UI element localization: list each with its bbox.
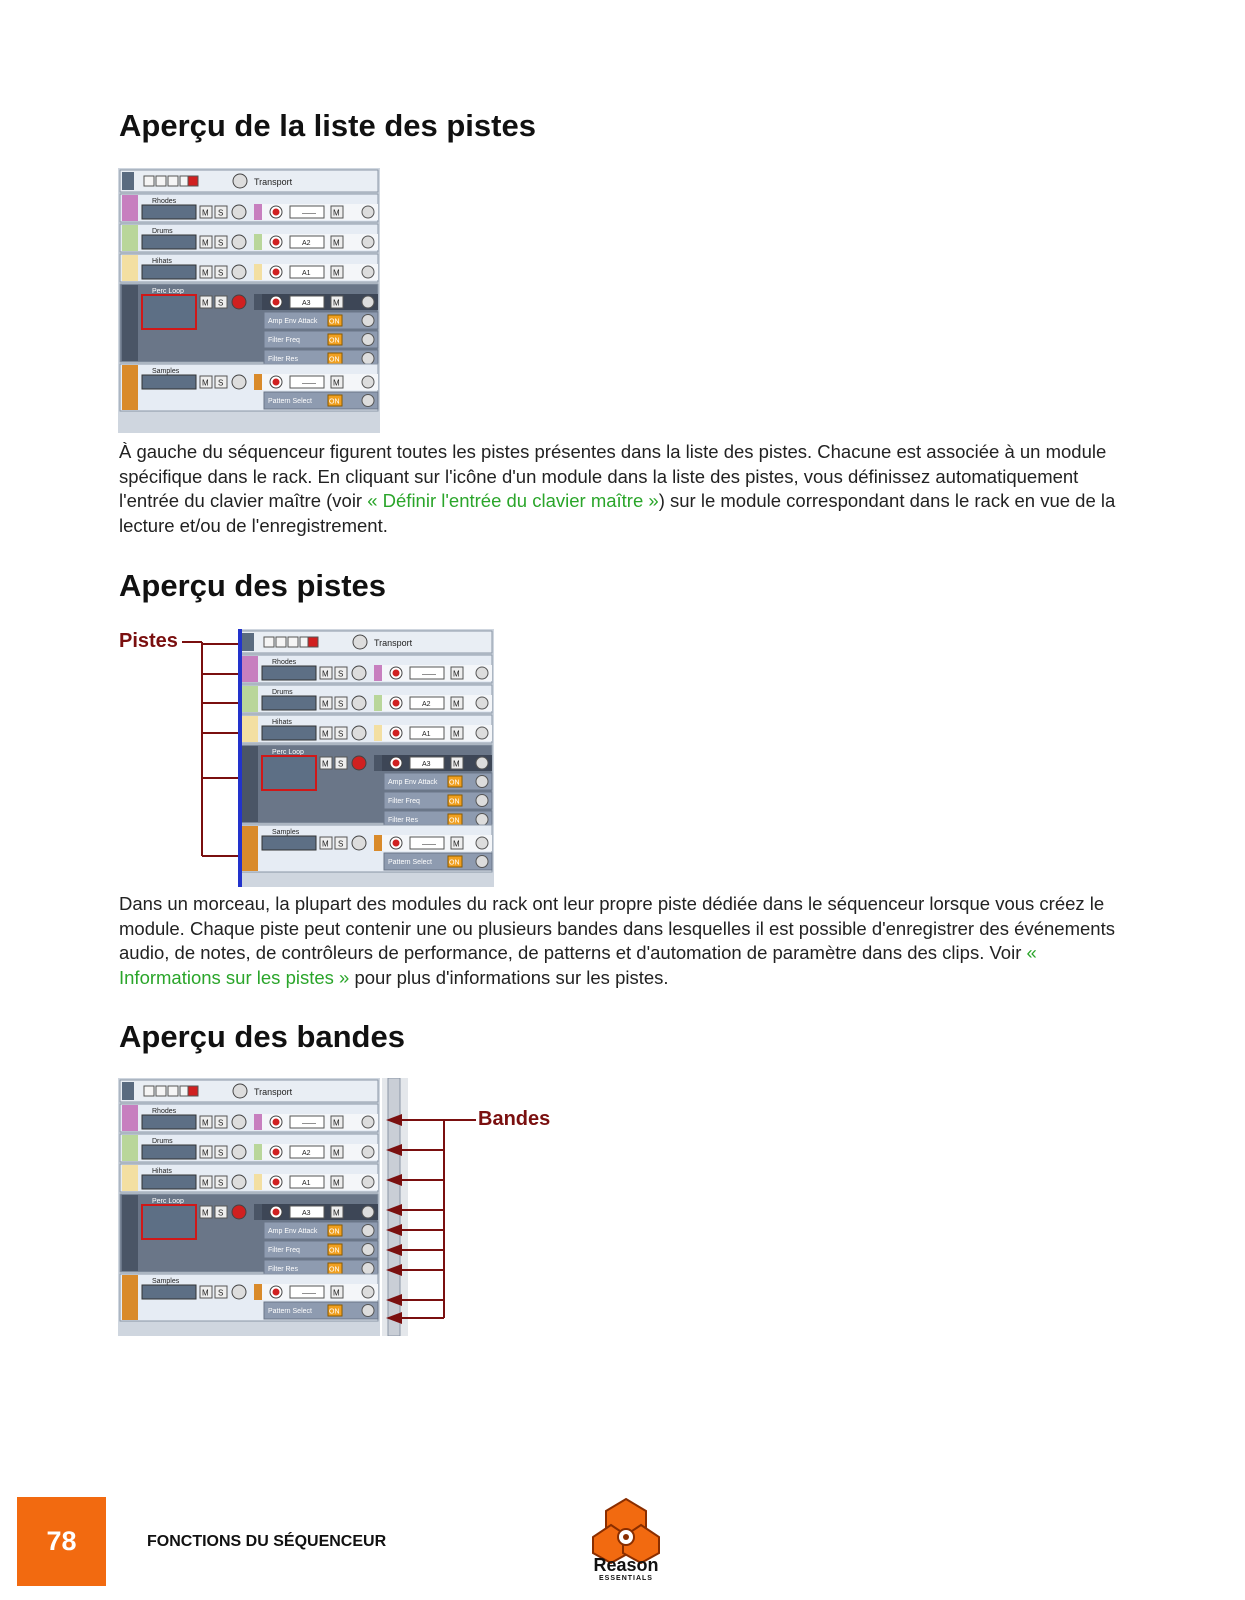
svg-text:ON: ON	[449, 779, 460, 787]
track-hihats[interactable]	[120, 1164, 378, 1192]
svg-text:——: ——	[302, 1120, 316, 1127]
track-name: Samples	[152, 368, 180, 375]
svg-text:M: M	[333, 268, 340, 278]
device-icon[interactable]	[262, 696, 316, 710]
tracks-screenshot	[238, 629, 496, 887]
device-icon[interactable]	[262, 836, 316, 850]
arrow-icon	[386, 1294, 402, 1306]
fold-triangle-icon[interactable]	[122, 172, 134, 190]
svg-text:M: M	[202, 1118, 209, 1128]
svg-text:M: M	[322, 729, 329, 739]
delete-icon[interactable]	[362, 1116, 374, 1128]
arrow-icon	[386, 1204, 402, 1216]
lane-name: Pattern Select	[268, 1308, 312, 1315]
lane-name: Filter Freq	[388, 798, 420, 805]
automation-icon[interactable]	[233, 1084, 247, 1098]
track-list-edge	[238, 629, 242, 887]
delete-icon[interactable]	[362, 353, 374, 365]
svg-text:M: M	[333, 208, 340, 218]
svg-text:A1: A1	[302, 1180, 311, 1187]
svg-text:S: S	[218, 1118, 224, 1128]
svg-text:M: M	[202, 298, 209, 308]
svg-text:S: S	[218, 378, 224, 388]
svg-text:S: S	[338, 729, 344, 739]
track-rhodes[interactable]	[120, 194, 378, 222]
delete-icon[interactable]	[362, 1146, 374, 1158]
delete-icon[interactable]	[362, 315, 374, 327]
svg-text:A3: A3	[302, 1210, 311, 1217]
transport-label: Transport	[254, 177, 293, 187]
svg-text:S: S	[218, 238, 224, 248]
svg-text:ON: ON	[449, 817, 460, 825]
track-samples[interactable]	[240, 825, 492, 872]
svg-text:ON: ON	[449, 859, 460, 867]
track-perc-loop[interactable]	[240, 745, 492, 828]
track-name: Perc Loop	[152, 288, 184, 295]
svg-text:A2: A2	[302, 240, 311, 247]
svg-text:M: M	[453, 759, 460, 769]
device-icon[interactable]	[142, 1175, 196, 1189]
track-samples[interactable]	[120, 1274, 378, 1321]
svg-text:M: M	[322, 839, 329, 849]
svg-text:M: M	[202, 238, 209, 248]
svg-text:ON: ON	[329, 398, 340, 406]
svg-text:——: ——	[302, 1290, 316, 1297]
svg-text:M: M	[453, 669, 460, 679]
track-name: Hihats	[152, 258, 172, 265]
svg-text:——: ——	[302, 210, 316, 217]
delete-icon[interactable]	[362, 236, 374, 248]
automation-icon[interactable]	[232, 265, 246, 279]
track-name: Samples	[272, 829, 300, 836]
track-rhodes[interactable]	[120, 1104, 378, 1132]
fold-triangle-icon[interactable]	[122, 1082, 134, 1100]
device-icon[interactable]	[142, 235, 196, 249]
arrow-icon	[386, 1244, 402, 1256]
paragraph-track-list: À gauche du séquenceur figurent toutes les pistes présentes dans la liste des pistes. Chacune est associée à un module spécifique dans le rack. En cliquant sur l'icône d'un module dans la liste des pistes, vous définissez automatiquement l'entrée du clavier maître (voir « Définir l'entrée du clavier maître ») sur le module correspondant dans le rack en vue de la lecture et/ou de l'enregistrement.	[119, 441, 1116, 536]
svg-text:M: M	[333, 1208, 340, 1218]
delete-icon[interactable]	[362, 1244, 374, 1256]
automation-icon[interactable]	[353, 635, 367, 649]
svg-text:ON: ON	[329, 1247, 340, 1255]
track-name: Drums	[152, 1138, 173, 1145]
callout-bandes: Bandes	[478, 1108, 551, 1130]
svg-text:ON: ON	[329, 318, 340, 326]
delete-icon[interactable]	[476, 795, 488, 807]
svg-text:S: S	[338, 699, 344, 709]
lane-name: Amp Env Attack	[388, 779, 438, 786]
lanes-screenshot	[118, 1078, 382, 1336]
automation-icon[interactable]	[352, 836, 366, 850]
track-name: Samples	[152, 1278, 180, 1285]
device-icon[interactable]	[142, 1145, 196, 1159]
delete-icon[interactable]	[362, 206, 374, 218]
track-name: Hihats	[272, 719, 292, 726]
delete-icon[interactable]	[362, 1286, 374, 1298]
svg-text:A3: A3	[422, 761, 431, 768]
svg-text:S: S	[338, 839, 344, 849]
svg-text:——: ——	[422, 671, 436, 678]
svg-text:M: M	[453, 839, 460, 849]
svg-text:M: M	[322, 669, 329, 679]
svg-text:A1: A1	[422, 731, 431, 738]
svg-text:M: M	[333, 238, 340, 248]
svg-text:M: M	[333, 1178, 340, 1188]
device-icon[interactable]	[262, 726, 316, 740]
automation-icon[interactable]	[232, 1175, 246, 1189]
lane-name: Pattern Select	[268, 398, 312, 405]
automation-icon[interactable]	[232, 1115, 246, 1129]
svg-text:M: M	[202, 208, 209, 218]
transport-row	[120, 170, 378, 192]
arrow-icon	[386, 1312, 402, 1324]
automation-icon[interactable]	[352, 696, 366, 710]
automation-icon[interactable]	[232, 295, 246, 309]
track-drums[interactable]	[120, 1134, 378, 1162]
bandes-arrows	[384, 1108, 476, 1328]
delete-icon[interactable]	[476, 697, 488, 709]
device-icon[interactable]	[142, 205, 196, 219]
svg-text:M: M	[322, 759, 329, 769]
track-name: Drums	[152, 228, 173, 235]
arrow-icon	[386, 1114, 402, 1126]
callout-pistes: Pistes	[119, 630, 178, 652]
arrow-icon	[386, 1174, 402, 1186]
svg-text:ON: ON	[329, 1308, 340, 1316]
delete-icon[interactable]	[362, 266, 374, 278]
delete-icon[interactable]	[362, 296, 374, 308]
delete-icon[interactable]	[476, 727, 488, 739]
svg-text:ON: ON	[449, 798, 460, 806]
logo-text: Reason	[593, 1555, 659, 1575]
track-name: Rhodes	[272, 659, 297, 666]
track-samples[interactable]	[120, 364, 378, 411]
transport-label: Transport	[374, 638, 413, 648]
svg-text:S: S	[218, 1208, 224, 1218]
svg-text:——: ——	[302, 380, 316, 387]
device-icon[interactable]	[262, 666, 316, 680]
device-icon[interactable]	[142, 265, 196, 279]
track-hihats[interactable]	[120, 254, 378, 282]
delete-icon[interactable]	[476, 837, 488, 849]
page-number: 78	[17, 1497, 106, 1586]
lane-name: Amp Env Attack	[268, 318, 318, 325]
delete-icon[interactable]	[476, 814, 488, 826]
svg-text:M: M	[333, 1288, 340, 1298]
svg-text:M: M	[453, 699, 460, 709]
track-name: Hihats	[152, 1168, 172, 1175]
automation-icon[interactable]	[233, 174, 247, 188]
transport-row	[120, 1080, 378, 1102]
automation-icon[interactable]	[352, 726, 366, 740]
device-icon[interactable]	[142, 1285, 196, 1299]
svg-text:M: M	[453, 729, 460, 739]
svg-text:S: S	[218, 1148, 224, 1158]
lane-name: Filter Freq	[268, 1247, 300, 1254]
svg-text:S: S	[338, 759, 344, 769]
section-heading-lanes: Aperçu des bandes	[119, 1019, 405, 1054]
svg-text:M: M	[322, 699, 329, 709]
svg-text:ON: ON	[329, 337, 340, 345]
delete-icon[interactable]	[476, 757, 488, 769]
section-heading-tracks: Aperçu des pistes	[119, 568, 387, 603]
track-hihats[interactable]	[240, 715, 492, 743]
delete-icon[interactable]	[476, 667, 488, 679]
arrow-icon	[386, 1264, 402, 1276]
device-icon[interactable]	[142, 1205, 196, 1239]
svg-text:ON: ON	[329, 356, 340, 364]
svg-text:M: M	[202, 268, 209, 278]
lane-name: Filter Res	[268, 1266, 298, 1273]
transport-row	[240, 631, 492, 653]
section-heading-track-list: Aperçu de la liste des pistes	[119, 108, 536, 143]
delete-icon[interactable]	[476, 776, 488, 788]
svg-text:ON: ON	[329, 1266, 340, 1274]
link-track-info[interactable]: « Informations sur les pistes »	[119, 942, 1037, 988]
svg-text:M: M	[333, 1148, 340, 1158]
svg-text:M: M	[202, 1178, 209, 1188]
automation-icon[interactable]	[232, 375, 246, 389]
svg-text:M: M	[202, 1148, 209, 1158]
lane-name: Filter Res	[268, 356, 298, 363]
delete-icon[interactable]	[362, 1263, 374, 1275]
svg-text:A3: A3	[302, 300, 311, 307]
fold-triangle-icon[interactable]	[242, 633, 254, 651]
svg-text:A2: A2	[422, 701, 431, 708]
svg-text:S: S	[218, 268, 224, 278]
lane-name: Pattern Select	[388, 859, 432, 866]
svg-text:S: S	[218, 1178, 224, 1188]
svg-text:A2: A2	[302, 1150, 311, 1157]
arrow-icon	[386, 1224, 402, 1236]
track-list-screenshot	[118, 168, 382, 433]
lane-name: Filter Res	[388, 817, 418, 824]
track-rhodes[interactable]	[240, 655, 492, 683]
svg-text:S: S	[218, 1288, 224, 1298]
svg-text:A1: A1	[302, 270, 311, 277]
automation-icon[interactable]	[232, 205, 246, 219]
track-drums[interactable]	[240, 685, 492, 713]
lane-name: Filter Freq	[268, 337, 300, 344]
delete-icon[interactable]	[362, 1225, 374, 1237]
automation-icon[interactable]	[232, 1205, 246, 1219]
track-name: Rhodes	[152, 1108, 177, 1115]
device-icon[interactable]	[142, 1115, 196, 1129]
track-perc-loop[interactable]	[120, 1194, 378, 1277]
svg-text:——: ——	[422, 841, 436, 848]
svg-text:S: S	[218, 208, 224, 218]
automation-icon[interactable]	[232, 1285, 246, 1299]
automation-icon[interactable]	[232, 1145, 246, 1159]
track-perc-loop[interactable]	[120, 284, 378, 367]
track-name: Rhodes	[152, 198, 177, 205]
svg-text:M: M	[202, 378, 209, 388]
delete-icon[interactable]	[362, 1176, 374, 1188]
track-name: Drums	[272, 689, 293, 696]
track-name: Perc Loop	[272, 749, 304, 756]
svg-text:S: S	[338, 669, 344, 679]
delete-icon[interactable]	[362, 376, 374, 388]
delete-icon[interactable]	[362, 1206, 374, 1218]
delete-icon[interactable]	[362, 334, 374, 346]
paragraph-tracks: Dans un morceau, la plupart des modules du rack ont leur propre piste dédiée dans le séquenceur lorsque vous créez le module. Chaque piste peut contenir une ou plusieurs bandes dans lesquelles il est possible d'enregistrer des événements audio, de notes, de contrôleurs de performance, de patterns et d'automation de paramètre dans des clips. Voir « Informations sur les pistes » pour plus d'informations sur les pistes.	[119, 893, 1115, 988]
svg-text:M: M	[202, 1288, 209, 1298]
lane-name: Amp Env Attack	[268, 1228, 318, 1235]
automation-icon[interactable]	[352, 666, 366, 680]
automation-icon[interactable]	[352, 756, 366, 770]
track-name: Perc Loop	[152, 1198, 184, 1205]
arrow-icon	[386, 1144, 402, 1156]
logo-subtext: ESSENTIALS	[599, 1575, 653, 1582]
svg-text:M: M	[333, 378, 340, 388]
delete-icon[interactable]	[362, 395, 374, 407]
device-icon[interactable]	[142, 295, 196, 329]
svg-text:S: S	[218, 298, 224, 308]
svg-text:ON: ON	[329, 1228, 340, 1236]
track-drums[interactable]	[120, 224, 378, 252]
svg-text:M: M	[333, 298, 340, 308]
transport-label: Transport	[254, 1087, 293, 1097]
delete-icon[interactable]	[476, 856, 488, 868]
svg-text:M: M	[202, 1208, 209, 1218]
device-icon[interactable]	[262, 756, 316, 790]
chapter-title: FONCTIONS DU SÉQUENCEUR	[147, 1533, 387, 1550]
device-icon[interactable]	[142, 375, 196, 389]
automation-icon[interactable]	[232, 235, 246, 249]
svg-text:M: M	[333, 1118, 340, 1128]
link-master-keyboard[interactable]: « Définir l'entrée du clavier maître »	[367, 490, 659, 511]
delete-icon[interactable]	[362, 1305, 374, 1317]
